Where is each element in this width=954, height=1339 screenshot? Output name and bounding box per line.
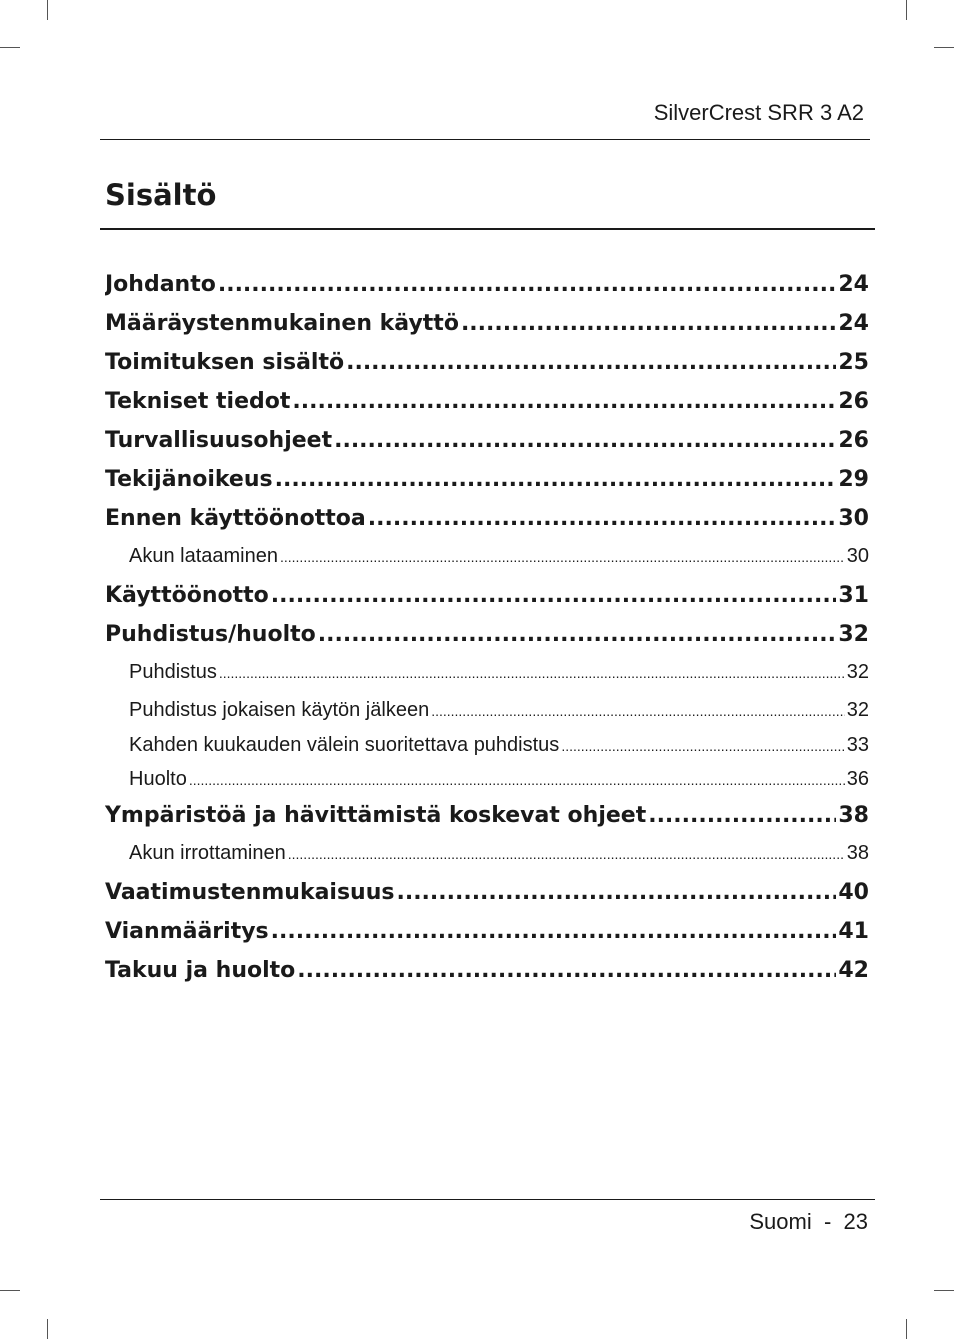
toc-entry-title: Ympäristöä ja hävittämistä koskevat ohjeet [105,802,647,828]
toc-leader-dots [280,545,845,568]
toc-entry-title: Takuu ja huolto [105,957,296,983]
toc-leader-dots [219,661,845,684]
toc-entry-title: Käyttöönotto [105,583,269,608]
toc-entry-page: 38 [846,841,869,864]
toc-entry[interactable] [105,583,869,622]
toc-entry-title: Vaatimustenmukaisuus [105,879,395,905]
toc-entry[interactable] [105,880,869,919]
toc-entry-page: 26 [838,428,869,453]
toc-entry-title: Puhdistus/huolto [105,622,316,647]
toc-leader-dots [431,699,845,722]
toc-leader-dots [461,311,836,336]
toc-entry-title: Kahden kuukauden välein suoritettava puhdistus [129,733,560,756]
toc-entry-title: Vianmääritys [105,918,269,944]
toc-leader-dots [648,803,836,828]
toc-entry-page: 32 [846,661,869,683]
toc-entry[interactable] [105,545,869,583]
toc-entry-page: 25 [838,350,869,375]
title-rule [100,228,875,230]
toc-entry-title: Johdanto [105,272,216,297]
toc-leader-dots [368,506,837,531]
toc-leader-dots [288,842,845,865]
toc-entry-title: Toimituksen sisältö [105,350,345,375]
toc-entry[interactable] [105,428,869,467]
toc-entry-page: 24 [838,311,869,336]
footer-rule [100,1199,875,1200]
toc-leader-dots [189,768,845,791]
toc-entry-page: 33 [846,733,869,756]
toc-entry[interactable] [105,803,869,842]
toc-entry-title: Tekijänoikeus [105,467,273,492]
toc-entry-page: 41 [838,918,869,944]
toc-leader-dots [297,958,836,983]
footer-separator: - [823,1209,832,1234]
toc-entry-title: Akun irrottaminen [129,841,286,864]
toc-leader-dots [346,350,836,375]
footer [749,1209,868,1235]
toc-entry-page: 30 [846,545,869,567]
toc-entry[interactable] [105,734,869,769]
toc-entry[interactable] [105,311,869,350]
crop-mark [0,47,20,48]
crop-mark [47,0,48,20]
toc-entry-page: 36 [846,768,869,790]
table-of-contents [105,272,869,997]
toc-entry[interactable] [105,842,869,880]
toc-entry-page: 40 [838,879,869,905]
toc-leader-dots [561,734,844,757]
footer-page-number: 23 [843,1209,868,1234]
toc-entry-page: 29 [838,467,869,492]
toc-entry[interactable] [105,919,869,958]
toc-entry[interactable] [105,389,869,428]
toc-entry-page: 24 [838,272,869,297]
toc-entry-title: Puhdistus jokaisen käytön jälkeen [129,699,430,721]
toc-entry-title: Puhdistus [129,661,217,683]
toc-entry[interactable] [105,958,869,997]
toc-leader-dots [275,467,837,492]
toc-entry-title: Ennen käyttöönottoa [105,506,366,531]
toc-leader-dots [271,919,837,944]
crop-mark [0,1290,20,1291]
toc-entry-title: Tekniset tiedot [105,389,291,414]
crop-mark [906,1319,907,1339]
crop-mark [906,0,907,20]
toc-leader-dots [292,389,836,414]
toc-entry[interactable] [105,467,869,506]
toc-entry-page: 42 [838,957,869,983]
toc-entry-title: Huolto [129,768,187,790]
page-title: Sisältö [105,178,217,212]
toc-entry[interactable] [105,350,869,389]
toc-entry-page: 32 [838,622,869,647]
toc-entry-page: 30 [838,506,869,531]
crop-mark [934,1290,954,1291]
footer-language: Suomi [749,1209,812,1234]
crop-mark [934,47,954,48]
toc-entry[interactable] [105,699,869,734]
toc-leader-dots [334,428,836,453]
toc-entry[interactable] [105,661,869,699]
toc-entry-page: 32 [846,699,869,721]
toc-leader-dots [396,880,836,905]
toc-entry-title: Määräystenmukainen käyttö [105,311,459,336]
toc-entry[interactable] [105,622,869,661]
toc-entry-title: Turvallisuusohjeet [105,428,333,453]
header-product-name: SilverCrest SRR 3 A2 [653,100,864,125]
toc-entry[interactable] [105,272,869,311]
toc-entry-page: 31 [838,583,869,608]
toc-leader-dots [318,622,837,647]
toc-entry-title: Akun lataaminen [129,545,278,567]
toc-leader-dots [271,583,837,608]
header-rule [100,139,870,140]
crop-mark [47,1319,48,1339]
toc-entry[interactable] [105,768,869,803]
toc-entry-page: 38 [838,802,869,828]
toc-entry[interactable] [105,506,869,545]
toc-leader-dots [218,272,837,297]
toc-entry-page: 26 [838,389,869,414]
